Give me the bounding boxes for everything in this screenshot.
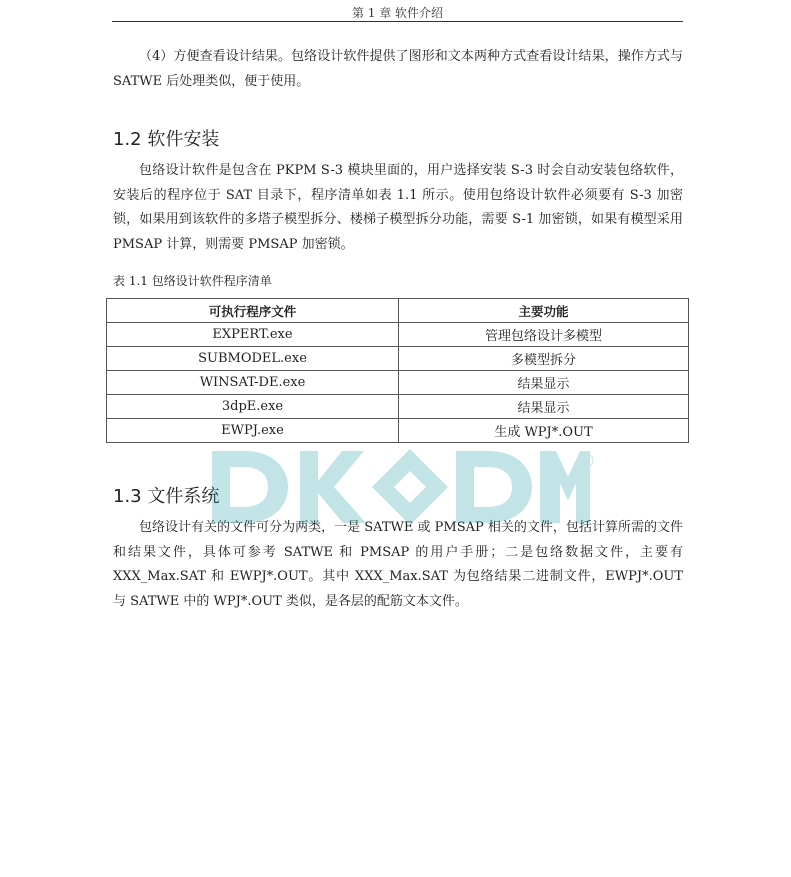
section-heading-install: 1.2 软件安装 [113, 129, 220, 150]
executable-cell: WINSAT-DE.exe [107, 371, 399, 395]
table-caption: 表 1.1 包络设计软件程序清单 [113, 274, 272, 288]
table-row [107, 371, 689, 395]
paragraph-files: 包络设计有关的文件可分为两类，一是 SATWE 或 PMSAP 相关的文件，包括计算所需的文件和结果文件，具体可参考 SATWE 和 PMSAP 的用户手册；二是包络数据文件，主要有 XXX_Max.SAT 和 EWPJ*.OUT。其中 XXX_Max.SAT 为包络结果二进制文件，EWPJ*.OUT 与 SATWE 中的 WPJ*.OUT 类似，是各层的配筋文本文件。 [113, 520, 683, 609]
column-header-executable: 可执行程序文件 [107, 299, 399, 323]
running-header: 第 1 章 软件介绍 [351, 6, 444, 20]
watermark-registered-mark: ® [578, 451, 596, 472]
function-cell: 多模型拆分 [399, 347, 689, 371]
table-row [107, 419, 689, 443]
table-row [107, 347, 689, 371]
table-header-row [107, 299, 689, 323]
header-rule [112, 21, 683, 22]
watermark-logo [210, 447, 596, 527]
executable-cell: SUBMODEL.exe [107, 347, 399, 371]
paragraph-view-results: （4）方便查看设计结果。包络设计软件提供了图形和文本两种方式查看设计结果，操作方式与 SATWE 后处理类似，便于使用。 [113, 49, 683, 89]
column-header-function: 主要功能 [399, 299, 689, 323]
function-cell: 管理包络设计多模型 [399, 323, 689, 347]
program-table [106, 298, 689, 443]
executable-cell: EXPERT.exe [107, 323, 399, 347]
table-row [107, 395, 689, 419]
executable-cell: EWPJ.exe [107, 419, 399, 443]
function-cell: 结果显示 [399, 395, 689, 419]
paragraph-install: 包络设计软件是包含在 PKPM S-3 模块里面的，用户选择安装 S-3 时会自动安装包络软件，安装后的程序位于 SAT 目录下，程序清单如表 1.1 所示。使用包络设计软件必须要有 S-3 加密锁，如果用到该软件的多塔子模型拆分、楼梯子模型拆分功能，需要 S-1 加密锁，如果有模型采用 PMSAP 计算，则需要 PMSAP 加密锁。 [113, 163, 683, 252]
table-row [107, 323, 689, 347]
section-heading-files: 1.3 文件系统 [113, 486, 220, 507]
function-cell: 结果显示 [399, 371, 689, 395]
function-cell: 生成 WPJ*.OUT [399, 419, 689, 443]
executable-cell: 3dpE.exe [107, 395, 399, 419]
